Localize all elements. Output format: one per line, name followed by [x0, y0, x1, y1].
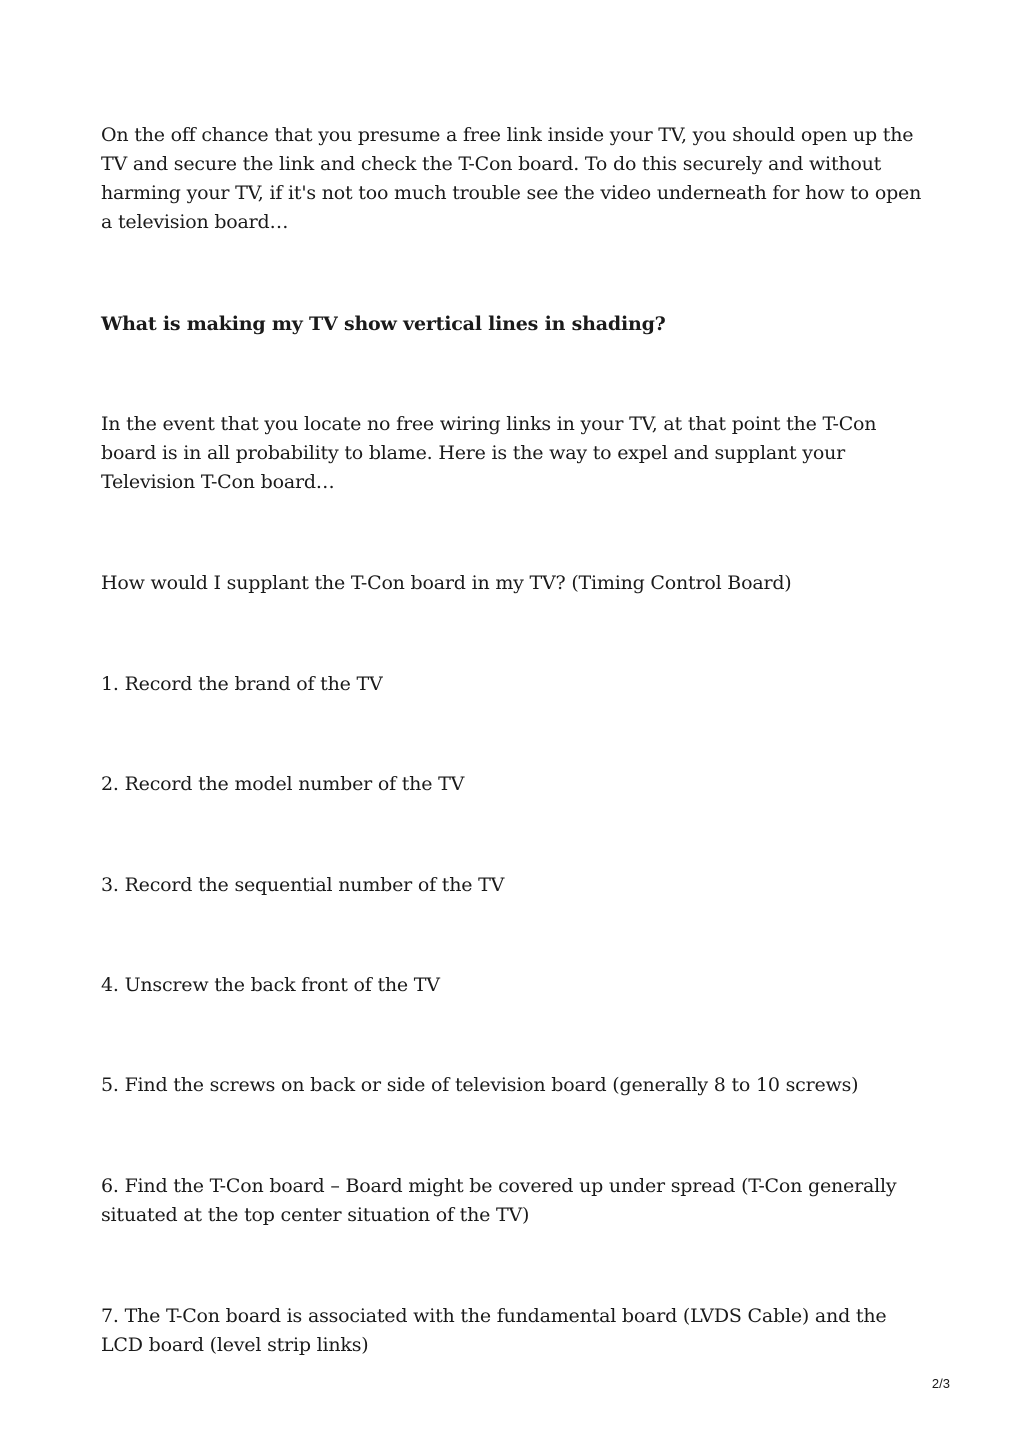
- page-number: 2/3: [931, 1376, 950, 1391]
- step-item: 6. Find the T-Con board – Board might be covered up under spread (T-Con generally situated at the top center situation of the TV): [101, 1175, 897, 1226]
- explanation-paragraph: In the event that you locate no free wiring links in your TV, at that point the T-Con board is in all probability to blame. Here is the way to expel and supplant your Television T-Con board…: [101, 413, 877, 493]
- step-item: 7. The T-Con board is associated with the fundamental board (LVDS Cable) and the LCD board (level strip links): [101, 1305, 887, 1356]
- step-item: 4. Unscrew the back front of the TV: [101, 974, 440, 996]
- intro-paragraph: On the off chance that you presume a free link inside your TV, you should open up the TV and secure the link and check the T-Con board. To do this securely and without harming your TV, if it's not too much trouble see the video underneath for how to open a television board…: [101, 124, 922, 233]
- question-paragraph: How would I supplant the T-Con board in my TV? (Timing Control Board): [101, 572, 792, 594]
- step-item: 2. Record the model number of the TV: [101, 773, 465, 795]
- section-heading: What is making my TV show vertical lines in shading?: [101, 313, 666, 335]
- step-item: 5. Find the screws on back or side of television board (generally 8 to 10 screws): [101, 1074, 859, 1096]
- step-item: 1. Record the brand of the TV: [101, 673, 383, 695]
- step-item: 3. Record the sequential number of the TV: [101, 874, 505, 896]
